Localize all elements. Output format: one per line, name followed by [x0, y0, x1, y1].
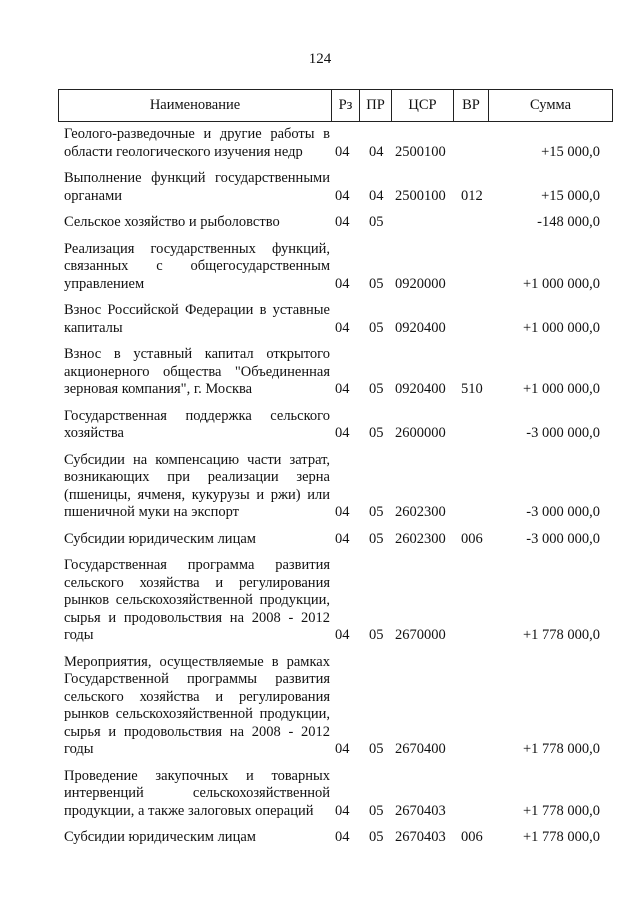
row-name: Реализация государственных функций, связанных с общегосударственным управлением: [64, 240, 330, 292]
row-csr: 2500100: [395, 143, 446, 160]
column-header-rz: Рз: [332, 90, 360, 121]
row-sum: -3 000 000,0: [526, 504, 600, 520]
row-sum: -3 000 000,0: [526, 425, 600, 441]
table-row: [64, 768, 600, 821]
row-csr: 2670403: [395, 829, 446, 845]
row-name: Субсидии юридическим лицам: [64, 530, 256, 547]
row-name: Взнос в уставный капитал открытого акционерного общества "Объединенная зерновая компания", г. Москва: [64, 346, 330, 397]
table-header: [58, 89, 613, 122]
row-vr: 006: [461, 530, 483, 547]
row-vr: 012: [461, 187, 483, 204]
row-rz: 04: [335, 741, 350, 757]
row-name: Сельское хозяйство и рыболовство: [64, 214, 280, 230]
row-sum: -148 000,0: [537, 214, 600, 230]
row-csr: 2602300: [395, 530, 446, 547]
table-row: [64, 126, 600, 161]
column-header-sum: Сумма: [529, 97, 572, 113]
row-pr: 05: [369, 214, 384, 230]
row-rz: 04: [335, 530, 350, 547]
row-csr: 0920400: [395, 319, 446, 336]
row-pr: 05: [369, 802, 384, 819]
row-sum: +1 778 000,0: [522, 802, 600, 819]
row-sum: +1 000 000,0: [522, 275, 600, 292]
row-rz: 04: [335, 214, 350, 230]
row-name: Государственная поддержка сельского хозяйства: [64, 407, 330, 441]
row-csr: 0920400: [395, 381, 446, 397]
column-header-vr: ВР: [454, 90, 489, 121]
row-sum: +1 778 000,0: [522, 741, 600, 757]
row-csr: 2670400: [395, 741, 446, 757]
row-pr: 05: [369, 504, 384, 520]
row-name: Взнос Российской Федерации в уставные капиталы: [64, 302, 330, 336]
table-row: [64, 241, 600, 294]
row-csr: 2602300: [395, 504, 446, 520]
table-row: [64, 557, 600, 645]
row-pr: 05: [369, 319, 384, 336]
row-sum: +1 778 000,0: [522, 627, 600, 643]
row-name: Выполнение функций государственными органами: [64, 170, 330, 204]
row-name: Субсидии юридическим лицам: [64, 829, 256, 845]
table-row: [64, 408, 600, 443]
row-sum: -3 000 000,0: [526, 530, 600, 547]
row-csr: 0920000: [395, 275, 446, 292]
column-header-csr: ЦСР: [392, 90, 454, 121]
row-pr: 04: [369, 187, 384, 204]
row-sum: +1 778 000,0: [522, 829, 600, 845]
table-row: [64, 346, 600, 399]
row-name: Проведение закупочных и товарных интервенций сельскохозяйственной продукции, а также залоговых операций: [64, 767, 330, 819]
row-pr: 05: [369, 530, 384, 547]
row-name: Субсидии на компенсацию части затрат, возникающих при реализации зерна (пшеницы, ячменя, кукурузы и ржи) или пшеничной муки на экспорт: [64, 451, 330, 520]
row-name: Мероприятия, осуществляемые в рамках Государственной программы развития сельского хозяйства и регулирования рынков сельскохозяйственной продукции, сырья и продовольствия на 2008 - 2012 годы: [64, 653, 330, 757]
row-sum: +1 000 000,0: [522, 319, 600, 336]
row-rz: 04: [335, 425, 350, 441]
table-row: [64, 829, 600, 847]
table-row: [64, 531, 600, 549]
row-rz: 04: [335, 829, 350, 845]
row-rz: 04: [335, 187, 350, 204]
row-sum: +15 000,0: [541, 187, 600, 204]
row-rz: 04: [335, 504, 350, 520]
row-pr: 05: [369, 627, 384, 643]
row-csr: 2500100: [395, 187, 446, 204]
row-csr: 2600000: [395, 425, 446, 441]
column-header-pr: ПР: [360, 90, 392, 121]
row-sum: +15 000,0: [541, 143, 600, 160]
page-number: 124: [308, 51, 332, 67]
table-body: [64, 126, 600, 856]
row-rz: 04: [335, 627, 350, 643]
row-csr: 2670403: [395, 802, 446, 819]
row-name: Геолого-разведочные и другие работы в области геологического изучения недр: [64, 126, 330, 160]
row-sum: +1 000 000,0: [522, 381, 600, 397]
row-pr: 05: [369, 381, 384, 397]
row-pr: 05: [369, 425, 384, 441]
table-row: [64, 170, 600, 205]
row-pr: 05: [369, 741, 384, 757]
row-csr: 2670000: [395, 627, 446, 643]
table-row: [64, 654, 600, 759]
row-vr: 006: [461, 829, 483, 845]
row-pr: 05: [369, 275, 384, 292]
row-vr: 510: [461, 381, 483, 397]
row-pr: 05: [369, 829, 384, 845]
column-header-name: Наименование: [59, 90, 332, 121]
row-rz: 04: [335, 381, 350, 397]
table-row: [64, 214, 600, 232]
row-name: Государственная программа развития сельского хозяйства и регулирования рынков сельскохозяйственной продукции, сырья и продовольствия на 2008 - 2012 годы: [64, 557, 330, 643]
table-row: [64, 302, 600, 337]
table-row: [64, 452, 600, 522]
row-rz: 04: [335, 802, 350, 819]
row-rz: 04: [335, 275, 350, 292]
row-rz: 04: [335, 319, 350, 336]
row-pr: 04: [369, 143, 384, 160]
row-rz: 04: [335, 143, 350, 160]
